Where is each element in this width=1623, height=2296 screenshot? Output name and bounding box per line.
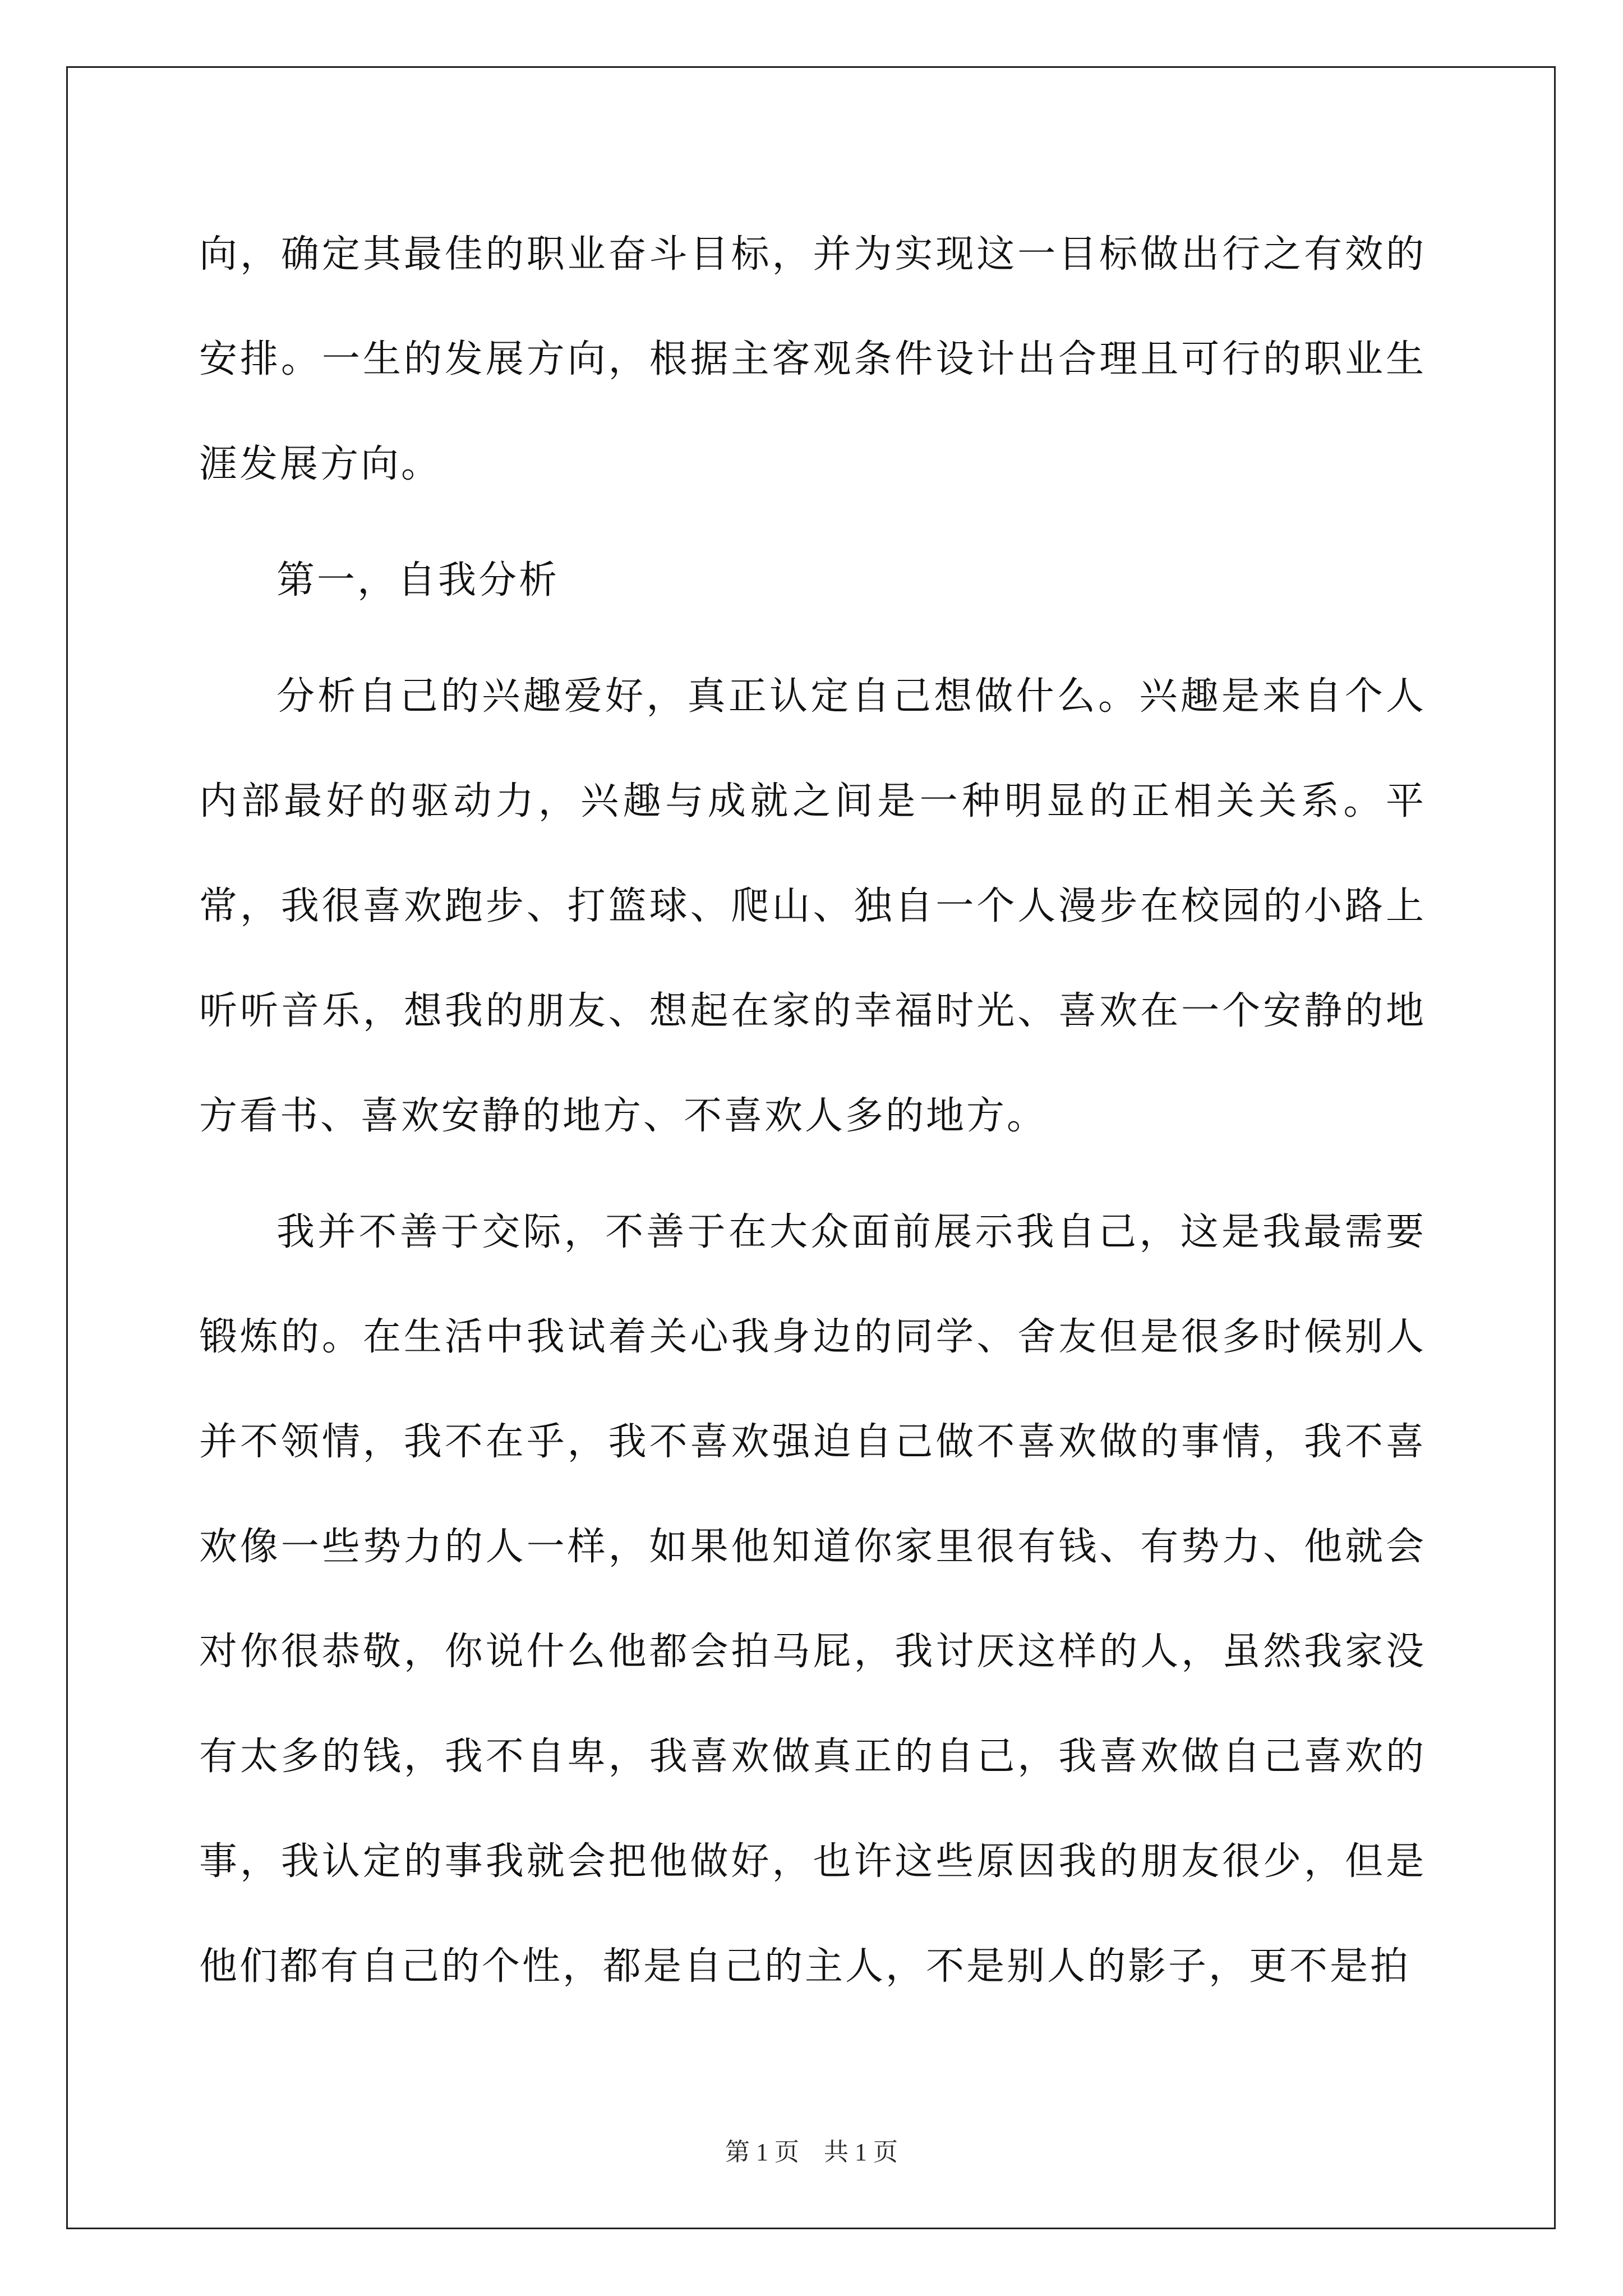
paragraph-1: 向，确定其最佳的职业奋斗目标，并为实现这一目标做出行之有效的安排。一生的发展方向，根据主客观条件设计出合理且可行的职业生涯发展方向。 <box>199 232 1426 486</box>
paragraph-3: 我并不善于交际，不善于在大众面前展示我自己，这是我最需要锻炼的。在生活中我试着关心我身边的同学、舍友但是很多时候别人并不领情，我不在乎，我不喜欢强迫自己做不喜欢做的事情，我不喜欢像一些势力的人一样，如果他知道你家里很有钱、有势力、他就会对你很恭敬，你说什么他都会拍马屁，我讨厌这样的人，虽然我家没有太多的钱，我不自卑，我喜欢做真正的自己，我喜欢做自己喜欢的事，我认定的事我就会把他做好，也许这些原因我的朋友很少，但是他们都有自己的个性，都是自己的主人，不是别人的影子，更不是拍 <box>199 1210 1426 1989</box>
page-number-footer: 第 1 页 共 1 页 <box>725 2138 898 2166</box>
paragraph-2: 分析自己的兴趣爱好，真正认定自己想做什么。兴趣是来自个人内部最好的驱动力，兴趣与成就之间是一种明显的正相关关系。平常，我很喜欢跑步、打篮球、爬山、独自一个人漫步在校园的小路上听听音乐，想我的朋友、想起在家的幸福时光、喜欢在一个安静的地方看书、喜欢安静的地方、不喜欢人多的地方。 <box>199 674 1426 1138</box>
section-heading: 第一，自我分析 <box>276 558 560 602</box>
document-body <box>199 202 1426 2030</box>
